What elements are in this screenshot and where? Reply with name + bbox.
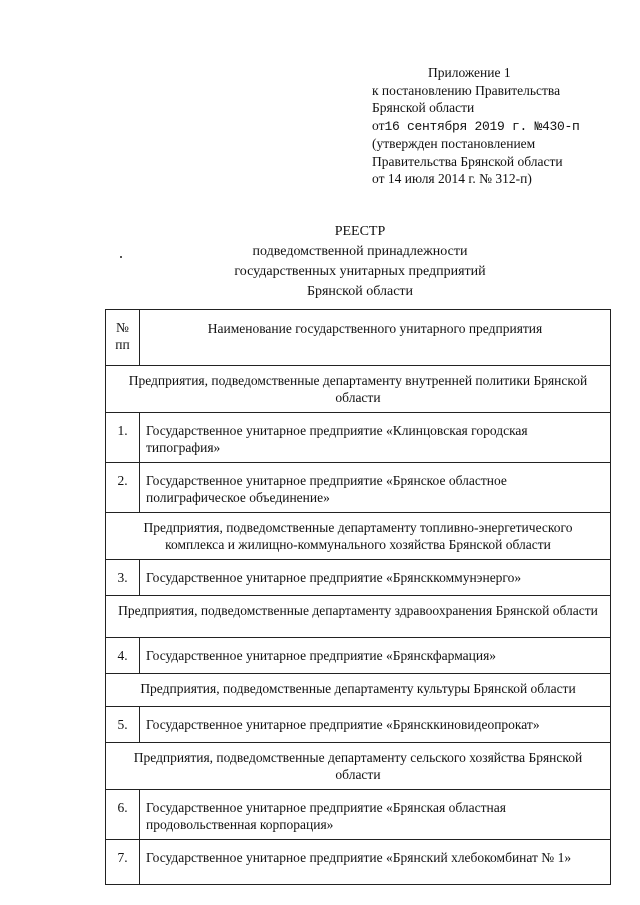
row-num: 3. [106,560,140,596]
title-line-3: государственных унитарных предприятий [234,264,486,279]
table-row [106,638,611,674]
row-name: Государственное унитарное предприятие «Брянсккиновидеопрокат» [140,707,611,743]
row-num: 5. [106,707,140,743]
appendix-date-value: 16 сентября 2019 г. №430-п [384,118,580,134]
section-row [106,596,611,638]
scan-speck [120,256,122,258]
section-row [106,513,611,560]
appendix-line-5: (утвержден постановлением [372,136,536,151]
row-name: Государственное унитарное предприятие «Брянское областное полиграфическое объединение» [140,463,611,513]
title-line-1: РЕЕСТР [334,224,386,239]
document-title [160,222,560,302]
header-name-cell: Наименование государственного унитарного предприятия [140,310,611,366]
appendix-line-3: Брянской области [372,100,475,115]
table-row [106,790,611,840]
appendix-date-line [372,117,622,136]
appendix-line-7: от 14 июля 2014 г. № 312-п) [372,171,532,186]
section-row [106,366,611,413]
table-row [106,707,611,743]
section-row [106,743,611,790]
row-name: Государственное унитарное предприятие «Брянский хлебокомбинат № 1» [140,840,611,885]
section-title: Предприятия, подведомственные департаменту внутренней политики Брянской области [106,366,611,413]
row-num: 6. [106,790,140,840]
section-title: Предприятия, подведомственные департаменту здравоохранения Брянской области [106,596,611,638]
appendix-line-6: Правительства Брянской области [372,153,563,169]
title-line-4: Брянской области [306,284,414,299]
table-row [106,413,611,463]
row-name: Государственное унитарное предприятие «Брянсккоммунэнерго» [140,560,611,596]
appendix-header [372,64,622,188]
table-header-row [106,310,611,366]
section-title: Предприятия, подведомственные департаменту культуры Брянской области [106,674,611,707]
header-num-cell [106,310,140,366]
appendix-line-2: к постановлению Правительства [372,82,561,98]
row-name: Государственное унитарное предприятие «Брянскфармация» [140,638,611,674]
appendix-line-1: Приложение 1 [428,65,511,80]
registry-table [105,309,611,885]
table-row [106,463,611,513]
section-row [106,674,611,707]
row-num: 2. [106,463,140,513]
row-num: 1. [106,413,140,463]
header-num-line-2: пп [115,337,130,352]
row-num: 4. [106,638,140,674]
row-num: 7. [106,840,140,885]
table-row [106,840,611,885]
title-line-2: подведомственной принадлежности [252,244,468,259]
section-title: Предприятия, подведомственные департаменту сельского хозяйства Брянской области [106,743,611,790]
row-name: Государственное унитарное предприятие «Клинцовская городская типография» [140,413,611,463]
appendix-date-prefix: от [372,117,385,133]
row-name: Государственное унитарное предприятие «Брянская областная продовольственная корпорация» [140,790,611,840]
table-row [106,560,611,596]
section-title: Предприятия, подведомственные департаменту топливно-энергетического комплекса и жилищно-коммунального хозяйства Брянской области [106,513,611,560]
header-num-line-1: № [116,320,129,335]
